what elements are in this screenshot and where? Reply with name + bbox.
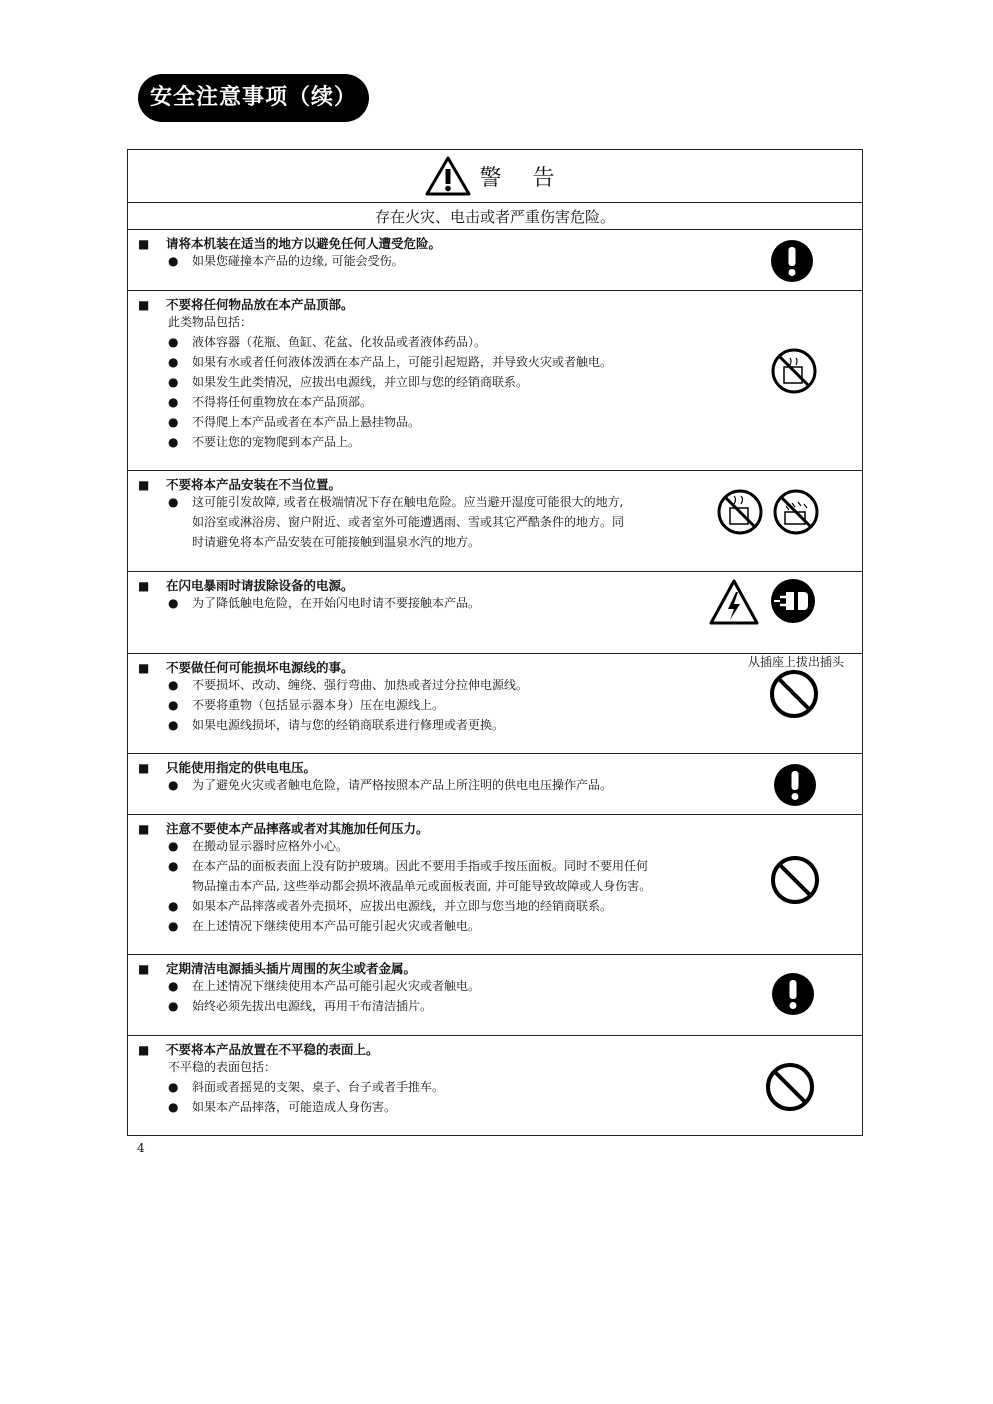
section-heading: ■ 不要做任何可能损坏电源线的事。 — [138, 660, 354, 675]
section-heading: ■ 定期清洁电源插头插片周围的灰尘或者金属。 — [138, 961, 417, 976]
list-item: ● 不要损坏、改动、缠绕、强行弯曲、加热或者过分拉伸电源线。 — [168, 678, 529, 692]
list-item: ● 为了降低触电危险，在开始闪电时请不要接触本产品。 — [168, 596, 481, 610]
mandatory-exclamation-icon — [770, 239, 814, 283]
section-heading: ■ 不要将本产品放置在不平稳的表面上。 — [138, 1042, 379, 1057]
no-outdoor-rain-icon — [772, 488, 820, 536]
section-1 — [128, 291, 862, 471]
no-liquid-icon — [770, 347, 818, 395]
list-item: ● 不得爬上本产品或者在本产品上悬挂物品。 — [168, 415, 421, 429]
unplug-caption: 从插座上拔出插头 — [747, 655, 844, 669]
page-title: 安全注意事项（续） — [138, 74, 369, 122]
section-8 — [128, 1036, 862, 1136]
mandatory-exclamation-icon — [771, 972, 815, 1016]
prohibited-icon — [770, 855, 820, 905]
prohibited-icon — [769, 669, 819, 719]
list-item: ● 不要让您的宠物爬到本产品上。 — [168, 435, 361, 449]
prohibited-icon — [765, 1062, 815, 1112]
section-2 — [128, 471, 862, 572]
section-heading: ■ 只能使用指定的供电电压。 — [138, 760, 317, 775]
section-intro: 不平稳的表面包括： — [168, 1060, 277, 1074]
list-item: ● 在本产品的面板表面上没有防护玻璃。因此不要用手指或手按压面板。同时不要用任何 — [168, 859, 649, 873]
warning-table — [127, 149, 863, 1136]
list-item: ● 不得将任何重物放在本产品顶部。 — [168, 395, 373, 409]
list-item: ● 为了避免火灾或者触电危险，请严格按照本产品上所注明的供电电压操作产品。 — [168, 778, 613, 792]
list-item: ● 如果您碰撞本产品的边缘, 可能会受伤。 — [168, 254, 404, 268]
list-item-continued: 时请避免将本产品安装在可能接触到温泉水汽的地方。 — [192, 535, 481, 549]
section-heading: ■ 请将本机装在适当的地方以避免任何人遭受危险。 — [138, 236, 442, 251]
mandatory-exclamation-icon — [773, 763, 817, 807]
hazard-subtitle: 存在火灾、电击或者严重伤害危险。 — [374, 207, 615, 226]
list-item: ● 如果本产品摔落或者外壳损坏，应拔出电源线，并立即与您当地的经销商联系。 — [168, 899, 613, 913]
unplug-icon — [770, 578, 816, 624]
list-item: ● 如果电源线损坏，请与您的经销商联系进行修理或者更换。 — [168, 718, 505, 732]
warning-triangle-icon — [424, 155, 472, 197]
list-item: ● 始终必须先拔出电源线，再用干布清洁插片。 — [168, 999, 433, 1013]
list-item: ● 在搬动显示器时应格外小心。 — [168, 839, 349, 853]
warning-word: 警 告 — [479, 165, 567, 191]
page-number: 4 — [137, 1141, 145, 1155]
section-heading: ■ 不要将本产品安装在不当位置。 — [138, 477, 342, 492]
list-item: ● 如果本产品摔落，可能造成人身伤害。 — [168, 1100, 397, 1114]
list-item: ● 在上述情况下继续使用本产品可能引起火灾或者触电。 — [168, 919, 481, 933]
list-item: ● 在上述情况下继续使用本产品可能引起火灾或者触电。 — [168, 979, 481, 993]
no-humidity-icon — [716, 488, 764, 536]
list-item: ● 如果发生此类情况，应拔出电源线，并立即与您的经销商联系。 — [168, 375, 529, 389]
section-4 — [128, 654, 862, 754]
list-item-continued: 如浴室或淋浴房、窗户附近、或者室外可能遭遇雨、雪或其它严酷条件的地方。同 — [192, 515, 625, 529]
hazard-subtitle-row — [128, 203, 862, 230]
list-item: ● 不要将重物（包括显示器本身）压在电源线上。 — [168, 698, 445, 712]
list-item: ● 这可能引发故障, 或者在极端情况下存在触电危险。应当避开湿度可能很大的地方, — [168, 495, 624, 509]
list-item: ● 液体容器（花瓶、鱼缸、花盆、化妆品或者液体药品）。 — [168, 335, 487, 349]
electric-shock-warning-icon — [708, 578, 760, 626]
section-5 — [128, 754, 862, 815]
list-item: ● 如果有水或者任何液体泼洒在本产品上，可能引起短路，并导致火灾或者触电。 — [168, 355, 613, 369]
list-item-continued: 物品撞击本产品, 这些举动都会损坏液晶单元或面板表面, 并可能导致故障或人身伤害。 — [192, 879, 652, 893]
section-6 — [128, 815, 862, 955]
section-0 — [128, 230, 862, 291]
warning-header — [128, 150, 862, 203]
list-item: ● 斜面或者摇晃的支架、桌子、台子或者手推车。 — [168, 1080, 445, 1094]
section-heading: ■ 注意不要使本产品摔落或者对其施加任何压力。 — [138, 821, 429, 836]
section-heading: ■ 不要将任何物品放在本产品顶部。 — [138, 297, 354, 312]
section-intro: 此类物品包括： — [168, 315, 253, 329]
section-7 — [128, 955, 862, 1036]
section-heading: ■ 在闪电暴雨时请拔除设备的电源。 — [138, 578, 354, 593]
